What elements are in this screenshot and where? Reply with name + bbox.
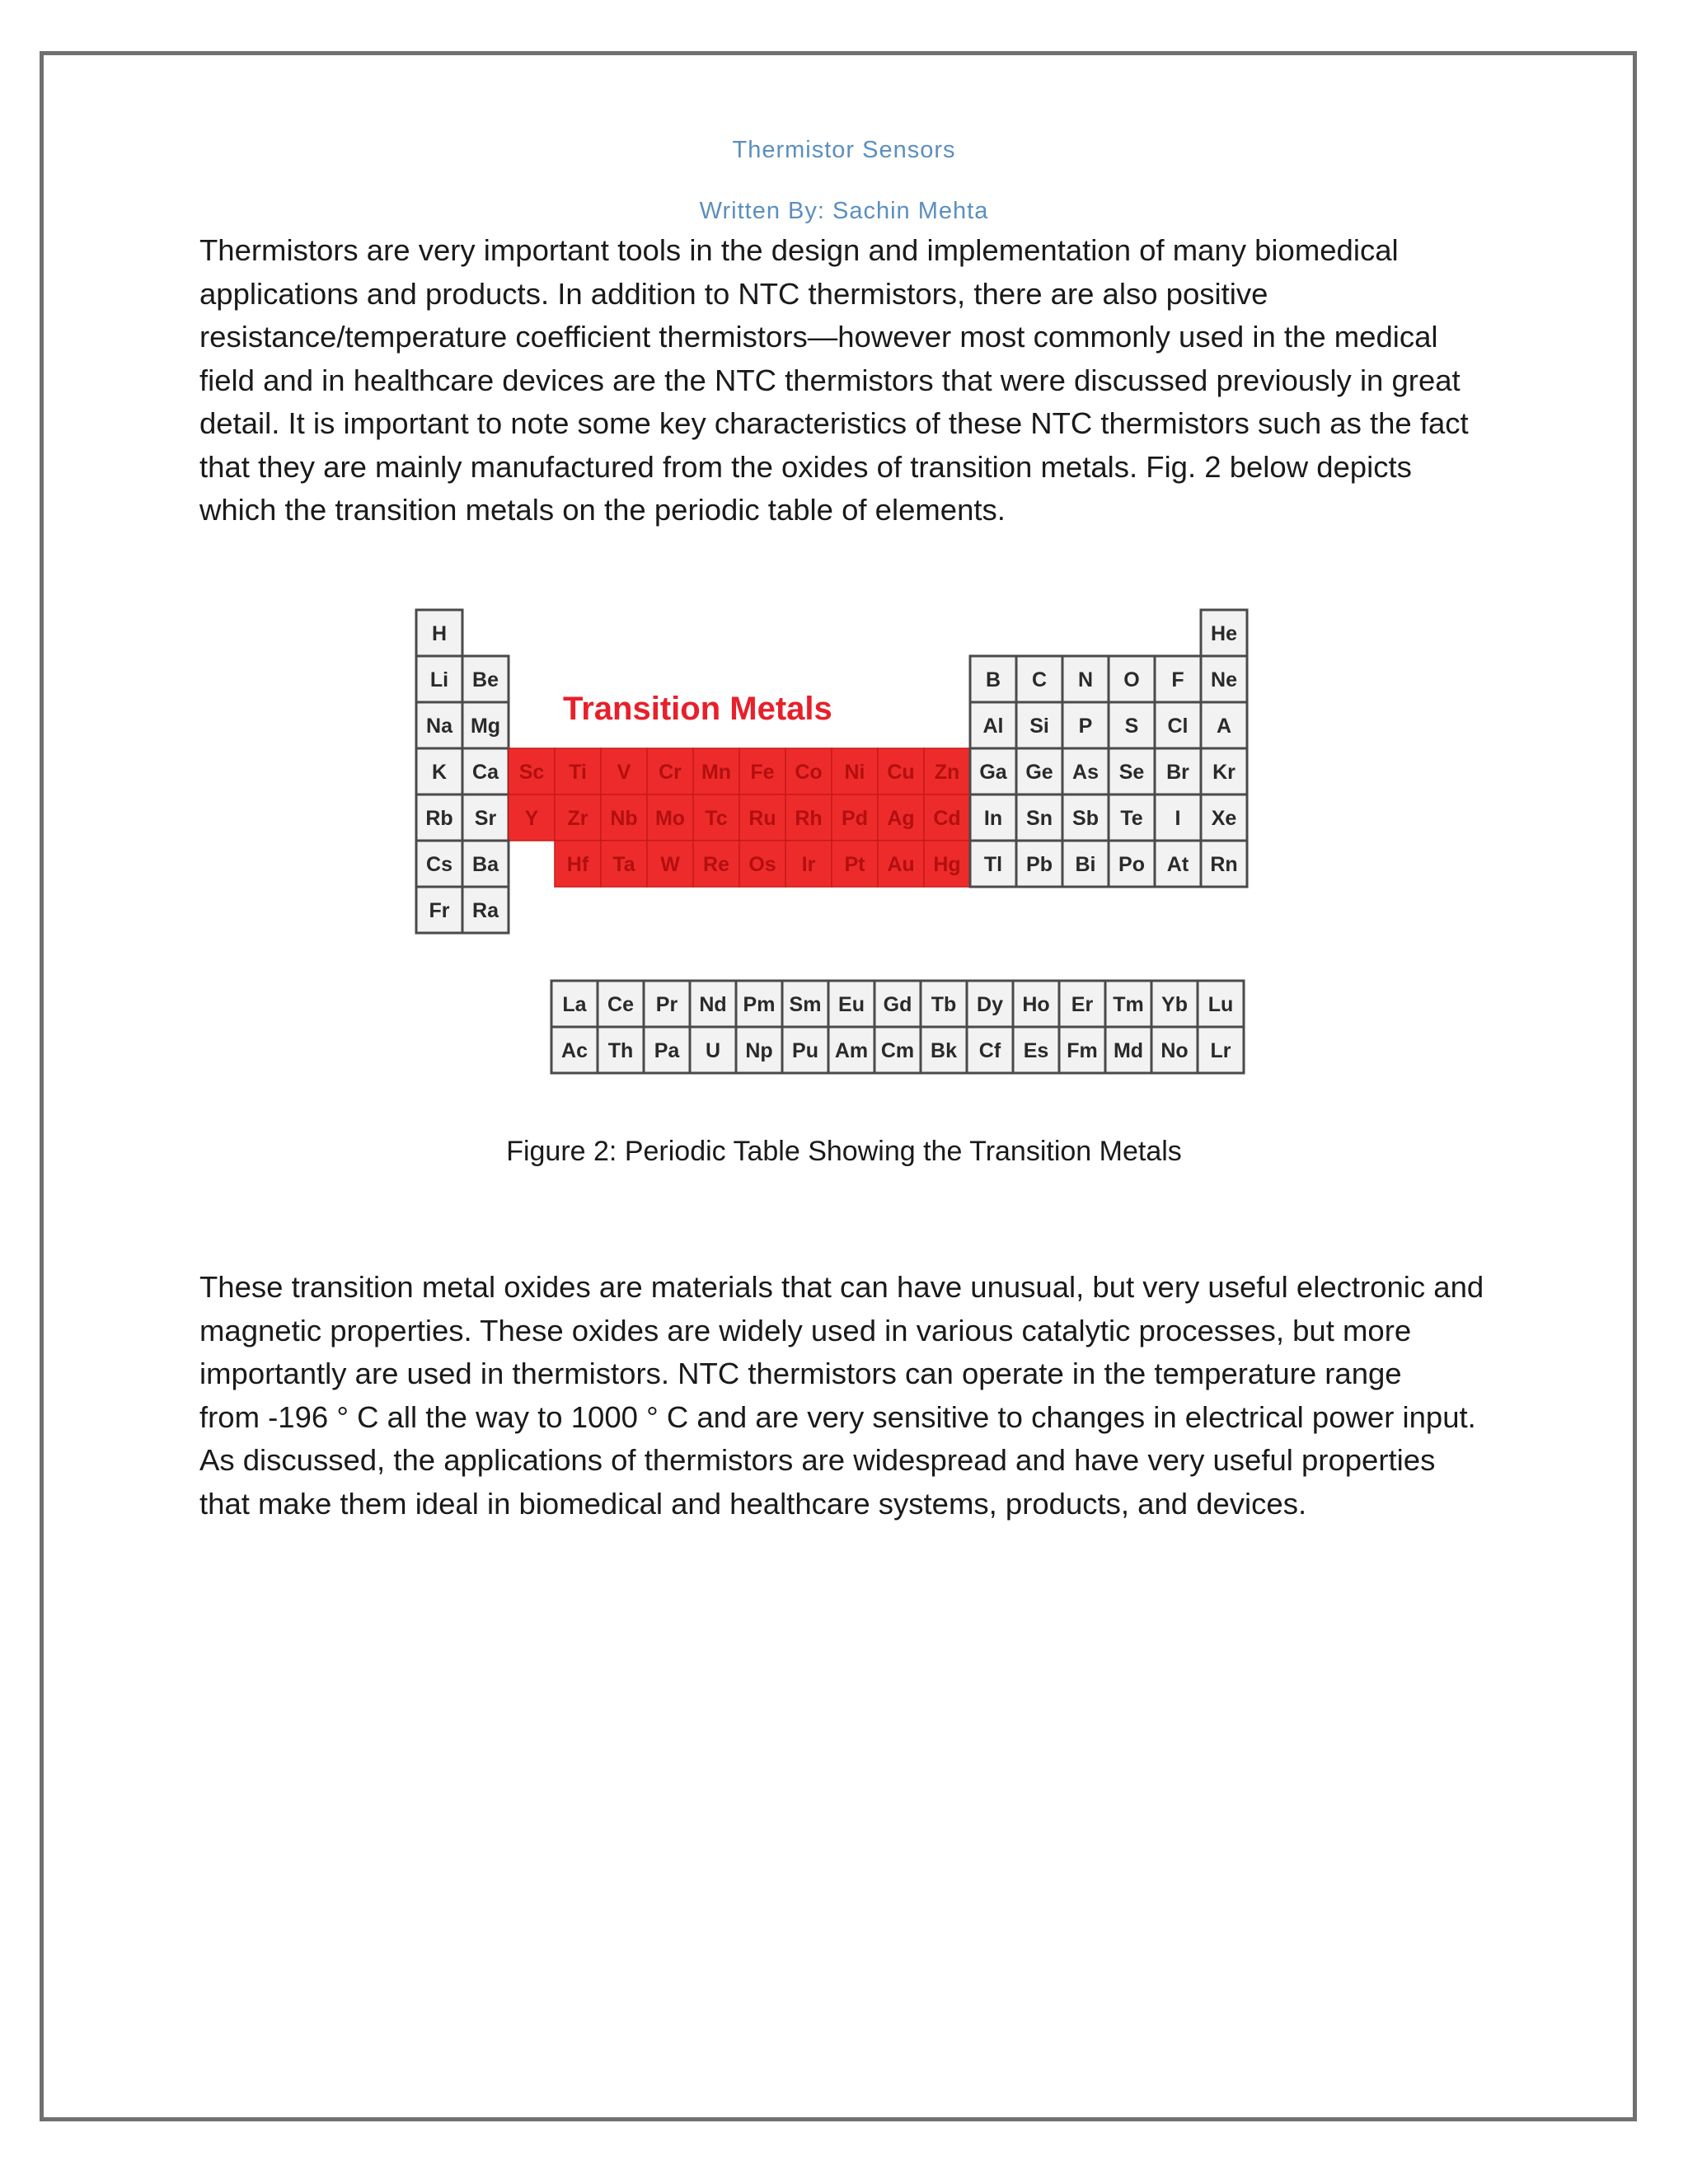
element-symbol: Dy — [977, 993, 1003, 1016]
element-symbol: Ra — [472, 899, 499, 922]
element-symbol: Sb — [1072, 807, 1099, 830]
element-cell-at — [1155, 841, 1201, 887]
element-cell-cu — [878, 748, 924, 794]
element-symbol: Au — [887, 853, 915, 876]
paragraph-line: magnetic properties. These oxides are widely used in various catalytic processes, but more — [199, 1313, 1412, 1347]
element-cell-sm — [782, 981, 828, 1027]
element-cell-hg — [924, 841, 970, 887]
element-cell-al — [970, 702, 1016, 748]
element-cell-au — [878, 841, 924, 887]
element-cell-ru — [739, 794, 785, 841]
element-symbol: Zr — [567, 807, 588, 830]
element-cell-cf — [967, 1027, 1013, 1073]
element-symbol: Mn — [701, 761, 732, 784]
element-cell-as — [1062, 748, 1109, 794]
paragraph-line: that make them ideal in biomedical and healthcare systems, products, and devices. — [199, 1486, 1307, 1521]
element-cell-w — [647, 841, 693, 887]
paragraph-line: field and in healthcare devices are the NTC thermistors that were discussed previously in great — [199, 363, 1461, 397]
element-cell-cm — [874, 1027, 921, 1073]
element-symbol: P — [1078, 715, 1093, 738]
element-cell-a — [1201, 702, 1247, 748]
element-symbol: Ni — [844, 761, 865, 784]
element-cell-po — [1109, 841, 1155, 887]
element-symbol: Tb — [931, 993, 957, 1016]
element-symbol: Pd — [842, 807, 868, 830]
element-symbol: Cm — [880, 1039, 915, 1062]
element-cell-ni — [832, 748, 878, 794]
paragraph-line: applications and products. In addition to NTC thermistors, there are also positive — [199, 276, 1268, 311]
element-symbol: Na — [426, 715, 452, 738]
paragraph-line: resistance/temperature coefficient thermistors—however most commonly used in the medical — [199, 320, 1438, 354]
element-cell-cs — [416, 841, 462, 887]
element-cell-sr — [462, 794, 509, 841]
element-cell-i — [1155, 794, 1201, 841]
paragraph-line: which the transition metals on the periodic table of elements. — [199, 493, 1006, 527]
element-cell-bi — [1062, 841, 1109, 887]
element-cell-fm — [1059, 1027, 1105, 1073]
element-symbol: Md — [1113, 1039, 1144, 1062]
element-symbol: Np — [745, 1039, 773, 1062]
element-symbol: Al — [982, 715, 1004, 738]
element-cell-cl — [1155, 702, 1201, 748]
element-cell-pt — [832, 841, 878, 887]
element-cell-cr — [647, 748, 693, 794]
element-symbol: La — [562, 993, 587, 1016]
element-symbol: Ge — [1025, 761, 1053, 784]
element-cell-ta — [601, 841, 647, 887]
element-cell-ne — [1201, 656, 1247, 702]
periodic-table — [415, 602, 1272, 1088]
element-cell-rb — [416, 794, 462, 841]
element-symbol: C — [1031, 668, 1048, 691]
element-cell-es — [1013, 1027, 1059, 1073]
element-symbol: Ru — [748, 807, 776, 830]
element-symbol: Cd — [933, 807, 961, 830]
element-symbol: K — [431, 761, 448, 784]
element-cell-li — [416, 656, 462, 702]
element-symbol: Mg — [470, 715, 501, 738]
element-cell-la — [551, 981, 598, 1027]
element-symbol: S — [1124, 715, 1139, 738]
element-symbol: H — [431, 622, 448, 645]
element-symbol: Ga — [979, 761, 1007, 784]
element-symbol: Nb — [610, 807, 638, 830]
element-cell-p — [1062, 702, 1109, 748]
element-symbol: Se — [1118, 761, 1145, 784]
element-cell-co — [785, 748, 832, 794]
element-symbol: Ac — [561, 1039, 588, 1062]
element-symbol: Te — [1120, 807, 1143, 830]
element-symbol: Yb — [1161, 993, 1188, 1016]
element-symbol: Eu — [838, 993, 865, 1016]
element-symbol: Rh — [795, 807, 823, 830]
element-symbol: Cr — [659, 761, 682, 784]
element-cell-ho — [1013, 981, 1059, 1027]
paragraph-line: Thermistors are very important tools in the design and implementation of many biomedical — [199, 233, 1399, 267]
element-symbol: Zn — [934, 761, 960, 784]
element-symbol: Tc — [705, 807, 728, 830]
element-cell-lu — [1198, 981, 1244, 1027]
element-cell-tm — [1105, 981, 1151, 1027]
element-symbol: Pt — [844, 853, 865, 876]
element-symbol: Si — [1029, 715, 1049, 738]
element-symbol: Sn — [1026, 807, 1053, 830]
element-cell-v — [601, 748, 647, 794]
element-cell-fe — [739, 748, 785, 794]
element-symbol: Mo — [654, 807, 686, 830]
element-symbol: Co — [795, 761, 823, 784]
element-cell-mn — [693, 748, 739, 794]
element-cell-b — [970, 656, 1016, 702]
element-symbol: Ta — [612, 853, 635, 876]
element-symbol: O — [1123, 668, 1140, 691]
element-cell-c — [1016, 656, 1062, 702]
element-cell-pm — [736, 981, 782, 1027]
element-cell-u — [690, 1027, 736, 1073]
element-symbol: Y — [524, 807, 539, 830]
element-cell-be — [462, 656, 509, 702]
element-cell-mg — [462, 702, 509, 748]
element-symbol: Rn — [1210, 853, 1238, 876]
element-symbol: Rb — [425, 807, 453, 830]
paragraph-line: detail. It is important to note some key characteristics of these NTC thermistors such as the fact — [199, 406, 1469, 440]
conclusion-paragraph — [199, 1266, 1502, 1526]
element-symbol: Li — [429, 668, 449, 691]
element-cell-zr — [555, 794, 601, 841]
element-symbol: A — [1216, 715, 1232, 738]
element-cell-os — [739, 841, 785, 887]
element-symbol: V — [617, 761, 631, 784]
element-symbol: Ho — [1022, 993, 1050, 1016]
element-cell-am — [828, 1027, 874, 1073]
paragraph-line: importantly are used in thermistors. NTC thermistors can operate in the temperature range — [199, 1357, 1402, 1390]
element-symbol: Am — [834, 1039, 869, 1062]
intro-paragraph — [199, 229, 1502, 532]
paragraph-line: These transition metal oxides are materials that can have unusual, but very useful electronic and — [199, 1270, 1484, 1304]
paragraph-line: As discussed, the applications of thermistors are widespread and have very useful properties — [199, 1443, 1436, 1477]
element-symbol: In — [983, 807, 1003, 830]
element-cell-zn — [924, 748, 970, 794]
element-cell-pr — [644, 981, 690, 1027]
element-symbol: Re — [703, 853, 729, 876]
element-symbol: B — [985, 668, 1001, 691]
element-cell-s — [1109, 702, 1155, 748]
element-symbol: He — [1211, 622, 1237, 645]
element-cell-md — [1105, 1027, 1151, 1073]
element-cell-xe — [1201, 794, 1247, 841]
element-symbol: At — [1166, 853, 1189, 876]
element-cell-pa — [644, 1027, 690, 1073]
element-cell-ga — [970, 748, 1016, 794]
element-symbol: I — [1175, 807, 1181, 830]
element-symbol: Es — [1023, 1039, 1049, 1062]
element-symbol: Lr — [1210, 1039, 1231, 1062]
element-cell-si — [1016, 702, 1062, 748]
element-symbol: Be — [472, 668, 499, 691]
element-symbol: Sm — [789, 993, 822, 1016]
element-symbol: U — [705, 1039, 721, 1062]
element-cell-ra — [462, 887, 509, 933]
element-symbol: Er — [1071, 993, 1094, 1016]
element-cell-nb — [601, 794, 647, 841]
element-symbol: N — [1077, 668, 1094, 691]
element-cell-dy — [967, 981, 1013, 1027]
element-symbol: Ti — [569, 761, 587, 784]
element-symbol: Ir — [801, 853, 816, 876]
element-cell-no — [1151, 1027, 1198, 1073]
element-symbol: Br — [1166, 761, 1189, 784]
element-cell-h — [416, 610, 462, 656]
element-symbol: Cl — [1167, 715, 1189, 738]
element-cell-ti — [555, 748, 601, 794]
element-symbol: Fr — [429, 899, 450, 922]
element-cell-se — [1109, 748, 1155, 794]
element-symbol: Po — [1118, 853, 1145, 876]
element-symbol: Pm — [743, 993, 776, 1016]
element-symbol: Nd — [699, 993, 727, 1016]
element-symbol: As — [1072, 761, 1099, 784]
element-symbol: Bk — [931, 1039, 957, 1062]
element-cell-na — [416, 702, 462, 748]
element-cell-pb — [1016, 841, 1062, 887]
element-symbol: Hg — [933, 853, 961, 876]
element-symbol: Pa — [654, 1039, 680, 1062]
element-cell-n — [1062, 656, 1109, 702]
element-cell-cd — [924, 794, 970, 841]
element-cell-tc — [693, 794, 739, 841]
element-cell-gd — [874, 981, 921, 1027]
paragraph-line: that they are mainly manufactured from the oxides of transition metals. Fig. 2 below depicts — [199, 449, 1412, 484]
element-symbol: Cu — [887, 761, 915, 784]
element-symbol: W — [660, 853, 680, 876]
figure-heading: Transition Metals — [563, 691, 832, 727]
element-symbol: No — [1160, 1039, 1189, 1062]
element-cell-rn — [1201, 841, 1247, 887]
element-cell-lr — [1198, 1027, 1244, 1073]
element-cell-y — [509, 794, 555, 841]
element-cell-th — [598, 1027, 644, 1073]
document-title: Thermistor Sensors — [732, 137, 956, 163]
paragraph-line: from -196 ° C all the way to 1000 ° C and are very sensitive to changes in electrical power input. — [199, 1399, 1476, 1434]
element-cell-ce — [598, 981, 644, 1027]
element-cell-nd — [690, 981, 736, 1027]
element-symbol: Kr — [1212, 761, 1236, 784]
element-cell-eu — [828, 981, 874, 1027]
element-cell-te — [1109, 794, 1155, 841]
element-cell-bk — [921, 1027, 967, 1073]
element-symbol: Os — [748, 853, 776, 876]
element-cell-he — [1201, 610, 1247, 656]
element-cell-ir — [785, 841, 832, 887]
element-symbol: Ba — [472, 853, 499, 876]
element-cell-br — [1155, 748, 1201, 794]
element-symbol: Cs — [426, 853, 452, 876]
element-cell-ac — [551, 1027, 598, 1073]
element-cell-fr — [416, 887, 462, 933]
element-cell-o — [1109, 656, 1155, 702]
element-cell-tb — [921, 981, 967, 1027]
element-symbol: Pr — [655, 993, 678, 1016]
element-cell-yb — [1151, 981, 1198, 1027]
element-symbol: Fm — [1067, 1039, 1098, 1062]
element-symbol: Hf — [566, 853, 589, 876]
element-cell-pd — [832, 794, 878, 841]
element-symbol: F — [1171, 668, 1184, 691]
element-symbol: Ca — [472, 761, 499, 784]
element-symbol: Pu — [792, 1039, 818, 1062]
element-cell-np — [736, 1027, 782, 1073]
element-symbol: Tl — [983, 853, 1003, 876]
element-cell-ge — [1016, 748, 1062, 794]
element-symbol: Cf — [978, 1039, 1001, 1062]
element-symbol: Gd — [883, 993, 912, 1016]
element-cell-ag — [878, 794, 924, 841]
element-symbol: Fe — [750, 761, 775, 784]
element-cell-pu — [782, 1027, 828, 1073]
element-cell-ca — [462, 748, 509, 794]
element-cell-ba — [462, 841, 509, 887]
periodic-table-figure — [415, 602, 1272, 1088]
element-symbol: Sr — [474, 807, 497, 830]
element-cell-sb — [1062, 794, 1109, 841]
element-symbol: Bi — [1075, 853, 1096, 876]
element-symbol: Pb — [1026, 853, 1053, 876]
document-author: Written By: Sachin Mehta — [699, 198, 989, 224]
element-symbol: Lu — [1207, 993, 1234, 1016]
element-symbol: Ce — [607, 993, 634, 1016]
element-cell-k — [416, 748, 462, 794]
element-cell-rh — [785, 794, 832, 841]
element-cell-hf — [555, 841, 601, 887]
element-symbol: Th — [607, 1039, 634, 1062]
element-cell-kr — [1201, 748, 1247, 794]
element-cell-er — [1059, 981, 1105, 1027]
element-symbol: Sc — [518, 761, 545, 784]
element-cell-sc — [509, 748, 555, 794]
element-cell-mo — [647, 794, 693, 841]
element-cell-in — [970, 794, 1016, 841]
element-symbol: Ne — [1211, 668, 1237, 691]
element-cell-re — [693, 841, 739, 887]
element-cell-sn — [1016, 794, 1062, 841]
figure-caption: Figure 2: Periodic Table Showing the Transition Metals — [506, 1136, 1182, 1167]
element-symbol: Ag — [887, 807, 915, 830]
element-cell-f — [1155, 656, 1201, 702]
element-symbol: Xe — [1211, 807, 1237, 830]
element-cell-tl — [970, 841, 1016, 887]
element-symbol: Tm — [1113, 993, 1144, 1016]
